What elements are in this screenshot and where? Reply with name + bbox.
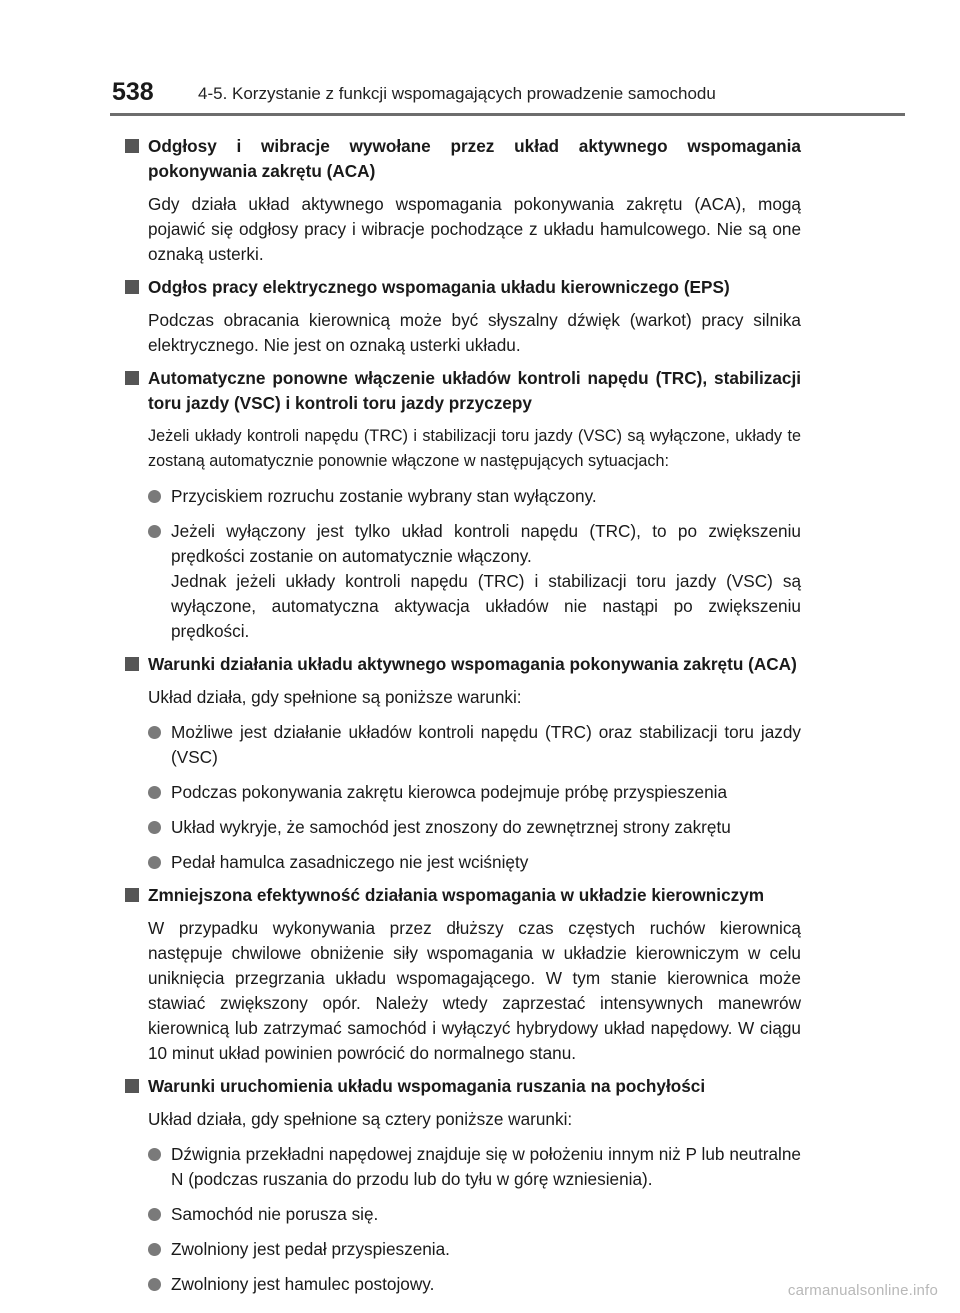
section-title-text: Automatyczne ponowne włączenie układów kontroli napędu (TRC), stabilizacji toru jazdy (VSC) i kontroli toru jazdy przyczepy <box>148 368 801 413</box>
section-body: Układ działa, gdy spełnione są poniższe warunki: <box>148 687 522 707</box>
section-body: Gdy działa układ aktywnego wspomagania pokonywania zakrętu (ACA), mogą pojawić się odgłosy pracy i wibracje pochodzące z układu hamulcowego. Nie są one oznaką usterki. <box>148 194 801 264</box>
list-item-text: Podczas pokonywania zakrętu kierowca podejmuje próbę przyspieszenia <box>171 782 728 802</box>
list-item-continuation: Jednak jeżeli układy kontroli napędu (TRC) i stabilizacji toru jazdy (VSC) są wyłączone, automatyczna aktywacja układów nie nastąpi po zwiększeniu prędkości. <box>171 571 801 641</box>
section-body: W przypadku wykonywania przez dłuższy czas częstych ruchów kierownicą następuje chwilowe obniżenie siły wspomagania w układzie kierowniczym w celu uniknięcia przegrzania układu wspomagającego. W tym stanie kierownica może stawiać zwiększony opór. Należy wtedy zaprzestać intensywnych manewrów kierownicą lub zatrzymać samochód i wyłączyć hybrydowy układ napędowy. W ciągu 10 minut układ powinien powrócić do normalnego stanu. <box>148 918 801 1063</box>
list-item <box>148 1142 801 1192</box>
section-title <box>148 134 801 184</box>
list-item <box>148 1237 801 1262</box>
list-item-text: Dźwignia przekładni napędowej znajduje się w położeniu innym niż P lub neutralne N (podczas ruszania do przodu lub do tyłu w górę wzniesienia). <box>171 1144 801 1189</box>
round-bullet-icon <box>148 1243 161 1256</box>
round-bullet-icon <box>148 726 161 739</box>
round-bullet-icon <box>148 1208 161 1221</box>
list-item-text: Możliwe jest działanie układów kontroli napędu (TRC) oraz stabilizacji toru jazdy (VSC) <box>171 722 801 767</box>
page-header <box>0 0 960 120</box>
list-item-text: Samochód nie porusza się. <box>171 1204 379 1224</box>
section <box>125 134 801 267</box>
square-bullet-icon <box>125 371 139 385</box>
section-title-text: Zmniejszona efektywność działania wspomagania w układzie kierowniczym <box>148 885 765 905</box>
list-item-text: Zwolniony jest hamulec postojowy. <box>171 1274 435 1294</box>
round-bullet-icon <box>148 1148 161 1161</box>
section-body: Podczas obracania kierownicą może być słyszalny dźwięk (warkot) pracy silnika elektrycznego. Nie jest on oznaką usterki układu. <box>148 310 801 355</box>
list-item-text: Pedał hamulca zasadniczego nie jest wciśnięty <box>171 852 529 872</box>
page-content <box>125 126 801 1297</box>
round-bullet-icon <box>148 525 161 538</box>
section-title <box>148 883 801 908</box>
section-body: Układ działa, gdy spełnione są cztery poniższe warunki: <box>148 1109 573 1129</box>
section-title <box>148 652 801 677</box>
round-bullet-icon <box>148 856 161 869</box>
round-bullet-icon <box>148 490 161 503</box>
section <box>125 275 801 358</box>
section-title-text: Warunki uruchomienia układu wspomagania ruszania na pochyłości <box>148 1076 706 1096</box>
list-item <box>148 1272 801 1297</box>
round-bullet-icon <box>148 786 161 799</box>
square-bullet-icon <box>125 888 139 902</box>
round-bullet-icon <box>148 1278 161 1291</box>
page-number: 538 <box>112 78 154 106</box>
square-bullet-icon <box>125 280 139 294</box>
list-item <box>148 720 801 770</box>
section <box>125 883 801 1066</box>
section-title-text: Odgłosy i wibracje wywołane przez układ aktywnego wspomagania pokonywania zakrętu (ACA) <box>148 136 801 181</box>
square-bullet-icon <box>125 139 139 153</box>
round-bullet-icon <box>148 821 161 834</box>
section-title-text: Odgłos pracy elektrycznego wspomagania układu kierowniczego (EPS) <box>148 277 730 297</box>
site-watermark: carmanualsonline.info <box>787 1282 938 1299</box>
section-title-text: Warunki działania układu aktywnego wspomagania pokonywania zakrętu (ACA) <box>148 654 797 674</box>
list-item-text: Jeżeli wyłączony jest tylko układ kontroli napędu (TRC), to po zwiększeniu prędkości zostanie on automatycznie włączony. <box>171 521 801 566</box>
section-title <box>148 275 801 300</box>
list-item <box>148 850 801 875</box>
section <box>125 652 801 875</box>
section <box>125 1074 801 1297</box>
list-item <box>148 519 801 644</box>
square-bullet-icon <box>125 657 139 671</box>
list-item-text: Przyciskiem rozruchu zostanie wybrany stan wyłączony. <box>171 486 597 506</box>
list-item <box>148 1202 801 1227</box>
list-item-text: Zwolniony jest pedał przyspieszenia. <box>171 1239 450 1259</box>
section-title <box>148 366 801 416</box>
list-item <box>148 815 801 840</box>
header-divider <box>110 113 905 116</box>
section-title <box>148 1074 801 1099</box>
section-body: Jeżeli układy kontroli napędu (TRC) i stabilizacji toru jazdy (VSC) są wyłączone, układy te zostaną automatycznie ponownie włączone w następujących sytuacjach: <box>148 427 801 470</box>
list-item <box>148 780 801 805</box>
list-item <box>148 484 801 509</box>
list-item-text: Układ wykryje, że samochód jest znoszony do zewnętrznej strony zakrętu <box>171 817 731 837</box>
square-bullet-icon <box>125 1079 139 1093</box>
section <box>125 366 801 644</box>
chapter-title: 4-5. Korzystanie z funkcji wspomagających prowadzenie samochodu <box>198 84 716 103</box>
